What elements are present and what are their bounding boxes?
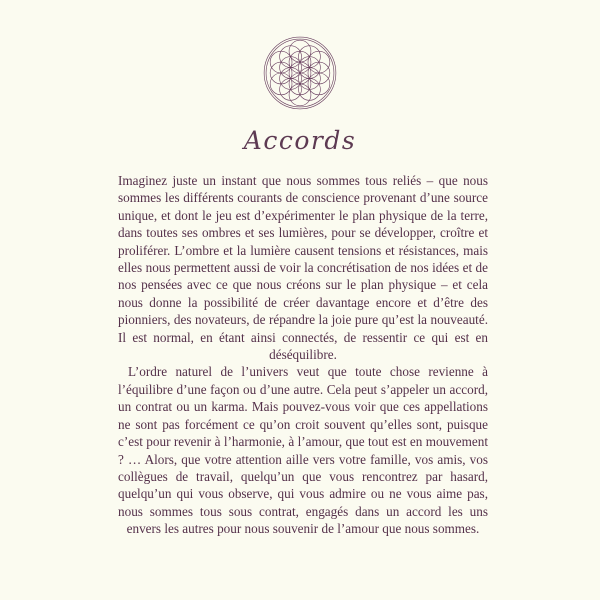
- paragraph-1: Imaginez juste un instant que nous sommes tous reliés – que nous sommes les différents courants de conscience provenant d’une source unique, et dont le jeu est d’expérimenter le plan physique de la terre, dans toutes ses ombres et ses lumières, pour se développer, croître et proliférer. L’ombre et la lumière causent tensions et résistances, mais elles nous permettent aussi de voir la concrétisation de nos idées et de nos pensées avec ce que nous créons sur le plan physique – et cela nous donne la possibilité de créer davantage encore et d’être des pionniers, des novateurs, de répandre la joie pure qu’est la nouveauté. Il est normal, en étant ainsi connectés, de ressentir ce qui est en déséquilibre.: [118, 173, 488, 363]
- page-title: Accords: [243, 126, 357, 155]
- flower-of-life-icon: [261, 34, 339, 112]
- emblem-container: [0, 34, 600, 112]
- paragraph-2: L’ordre naturel de l’univers veut que toute chose revienne à l’équilibre d’une façon ou d’une autre. Cela peut s’appeler un accord, un contrat ou un karma. Mais pouvez-vous voir que ces appellations ne sont pas forcément ce qu’on croit souvent qu’elles sont, puisque c’est pour revenir à l’harmonie, à l’amour, que tout est en mouvement ? … Alors, que votre attention aille vers votre famille, vos amis, vos collègues de travail, quelqu’un que vous rencontrez par hasard, quelqu’un qui vous observe, qui vous admire ou ne vous aime pas, nous sommes tous sous contrat, engagés dans un accord les uns envers les autres pour nous souvenir de l’amour que nous sommes.: [118, 364, 488, 537]
- body-text: [118, 172, 488, 538]
